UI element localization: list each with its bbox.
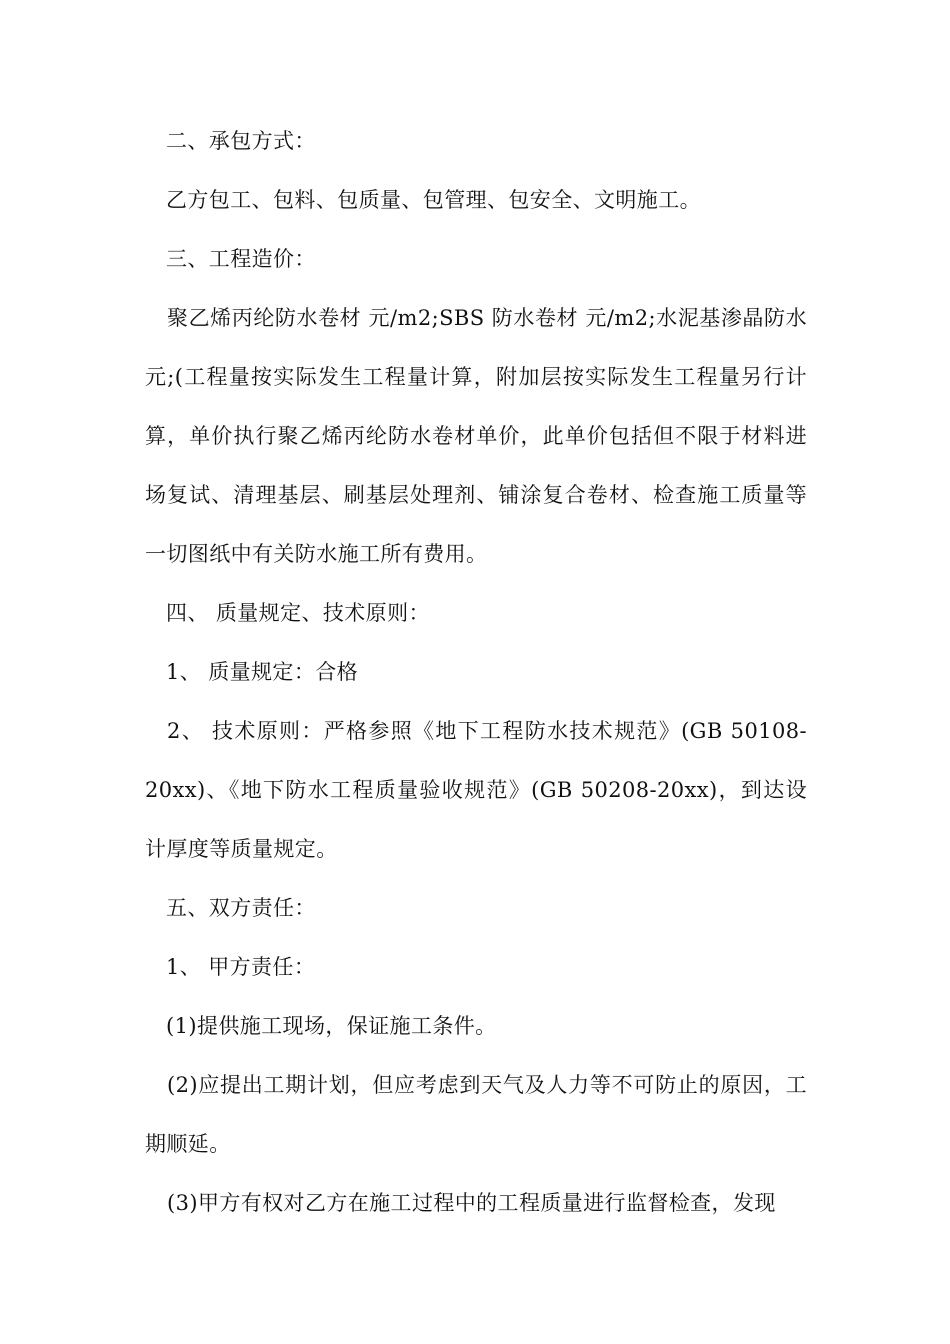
subheading-party-a-responsibilities: 1、 甲方责任： [166, 955, 316, 979]
paragraph-quality-requirement: 1、 质量规定：合格 [166, 660, 359, 684]
document-body [145, 112, 807, 1233]
list-item-party-a-3: (3)甲方有权对乙方在施工过程中的工程质量进行监督检查，发现 [167, 1191, 776, 1215]
list-item-party-a-2: (2)应提出工期计划，但应考虑到天气及人力等不可防止的原因，工期顺延。 [145, 1073, 807, 1156]
section-heading-contract-method: 二、承包方式： [166, 129, 316, 153]
paragraph-contract-method: 乙方包工、包料、包质量、包管理、包安全、文明施工。 [166, 188, 701, 212]
paragraph-project-cost: 聚乙烯丙纶防水卷材 元/m2;SBS 防水卷材 元/m2;水泥基渗晶防水元;(工程量按实际发生工程量计算，附加层按实际发生工程量另行计算，单价执行聚乙烯丙纶防水卷材单价，此单价包括但不限于材料进场复试、清理基层、刷基层处理剂、铺涂复合卷材、检查施工质量等一切图纸中有关防水施工所有费用。 [145, 306, 807, 566]
section-heading-project-cost: 三、工程造价： [166, 247, 316, 271]
list-item-party-a-1: (1)提供施工现场，保证施工条件。 [166, 1014, 497, 1038]
section-heading-responsibilities: 五、双方责任： [166, 896, 316, 920]
paragraph-technical-standard: 2、 技术原则：严格参照《地下工程防水技术规范》(GB 50108-20xx)、《地下防水工程质量验收规范》(GB 50208-20xx)，到达设计厚度等质量规定。 [145, 719, 807, 861]
section-heading-quality-standards: 四、 质量规定、技术原则： [166, 601, 430, 625]
